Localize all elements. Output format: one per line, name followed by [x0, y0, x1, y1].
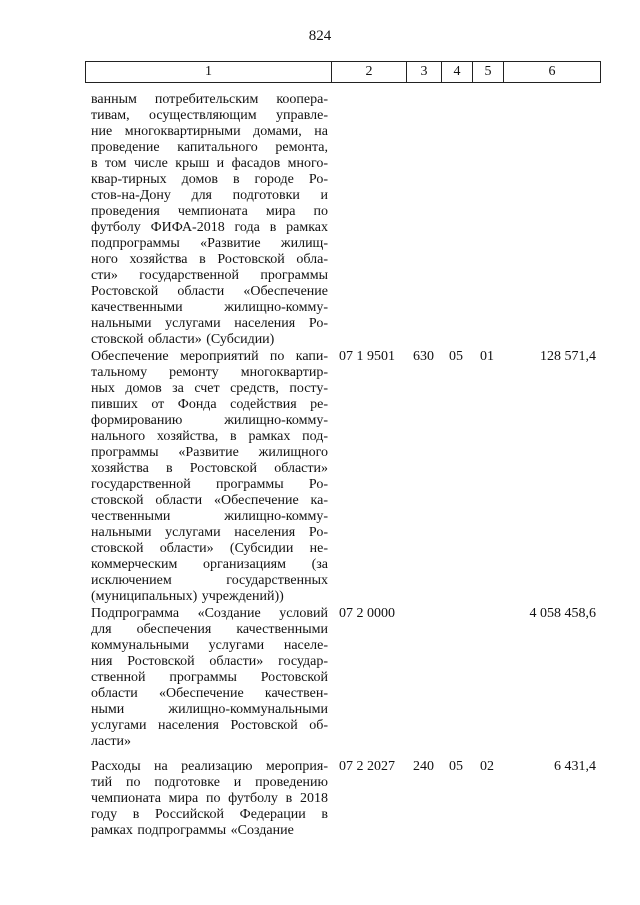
amount: 4 058 458,6: [529, 606, 596, 621]
description-line: хозяйства в Ростовской области»: [91, 461, 328, 476]
description-line: в том числе крыш и фасадов много-: [91, 156, 328, 171]
description-line: исключением государственных: [91, 573, 328, 588]
description-line: ными жилищно-коммунальными: [91, 702, 328, 717]
description-line: году в Российской Федерации в: [91, 807, 328, 822]
description-line: футболу ФИФА-2018 года в рамках: [91, 220, 328, 235]
description-line: тий по подготовке и проведению: [91, 775, 328, 790]
description-line: программы «Развитие жилищного: [91, 445, 328, 460]
description-line: проведение капитального ремонта,: [91, 140, 328, 155]
expense-type: 240: [413, 759, 434, 774]
page-number: 824: [308, 28, 332, 44]
description-line: тальному ремонту многоквартир-: [91, 365, 328, 380]
description-line: подпрограммы «Развитие жилищ-: [91, 236, 328, 251]
description-line: коммерческим организациям (за: [91, 557, 328, 572]
description-line: нальными услугами населения Ро-: [91, 525, 328, 540]
description-line: проведения чемпионата мира по: [91, 204, 328, 219]
description-line: коммунальными услугами населе-: [91, 638, 328, 653]
entry-description: [91, 606, 328, 750]
description-line: ния Ростовской области» государ-: [91, 654, 328, 669]
description-line: области «Обеспечение качествен-: [91, 686, 328, 701]
description-line: сти» государственной программы: [91, 268, 328, 283]
section-code: 05: [449, 349, 463, 364]
description-line: (муниципальных) учреждений)): [91, 589, 284, 604]
description-line: ласти»: [91, 734, 132, 749]
description-line: ных домов за счет средств, посту-: [91, 381, 328, 396]
description-line: чественными жилищно-комму-: [91, 509, 328, 524]
description-line: ственной программы Ростовской: [91, 670, 328, 685]
description-line: стовской области» (Субсидии не-: [91, 541, 328, 556]
description-line: Обеспечение мероприятий по капи-: [91, 349, 328, 364]
amount: 6 431,4: [554, 759, 596, 774]
description-line: для обеспечения качественными: [91, 622, 328, 637]
description-line: квар-тирных домов в городе Ро-: [91, 172, 328, 187]
description-line: рамках подпрограммы «Создание: [91, 823, 294, 838]
description-line: нальными услугами населения Ро-: [91, 316, 328, 331]
description-line: формированию жилищно-комму-: [91, 413, 328, 428]
column-header-row: [86, 62, 601, 83]
entry-description: [91, 759, 328, 839]
description-line: чемпионата мира по футболу в 2018: [91, 791, 328, 806]
description-line: тивам, осуществляющим управле-: [91, 108, 328, 123]
description-line: услугами населения Ростовской об-: [91, 718, 328, 733]
description-line: государственной программы Ро-: [91, 477, 328, 492]
target-code: 07 2 0000: [339, 606, 395, 621]
description-line: Ростовской области «Обеспечение: [91, 284, 328, 299]
description-line: качественными жилищно-комму-: [91, 300, 328, 315]
description-line: стовской области» (Субсидии): [91, 332, 275, 347]
column-header-3: 3: [407, 62, 442, 83]
description-line: Расходы на реализацию мероприя-: [91, 759, 328, 774]
target-code: 07 1 9501: [339, 349, 395, 364]
subsection-code: 02: [480, 759, 494, 774]
amount: 128 571,4: [540, 349, 596, 364]
description-line: нального хозяйства, в рамках под-: [91, 429, 328, 444]
description-line: ние многоквартирными домами, на: [91, 124, 328, 139]
description-line: пивших от Фонда содействия ре-: [91, 397, 328, 412]
column-header-6: 6: [504, 62, 601, 83]
description-line: стовской области «Обеспечение ка-: [91, 493, 328, 508]
entry-description: [91, 349, 328, 605]
column-header-4: 4: [442, 62, 473, 83]
entry-description: [91, 92, 328, 348]
description-line: стов-на-Дону для подготовки и: [91, 188, 328, 203]
expense-type: 630: [413, 349, 434, 364]
column-header-table: [85, 61, 601, 83]
column-header-5: 5: [473, 62, 504, 83]
column-header-1: 1: [86, 62, 332, 83]
column-header-2: 2: [332, 62, 407, 83]
section-code: 05: [449, 759, 463, 774]
description-line: ванным потребительским коопера-: [91, 92, 328, 107]
description-line: Подпрограмма «Создание условий: [91, 606, 328, 621]
description-line: ного хозяйства в Ростовской обла-: [91, 252, 328, 267]
subsection-code: 01: [480, 349, 494, 364]
target-code: 07 2 2027: [339, 759, 395, 774]
